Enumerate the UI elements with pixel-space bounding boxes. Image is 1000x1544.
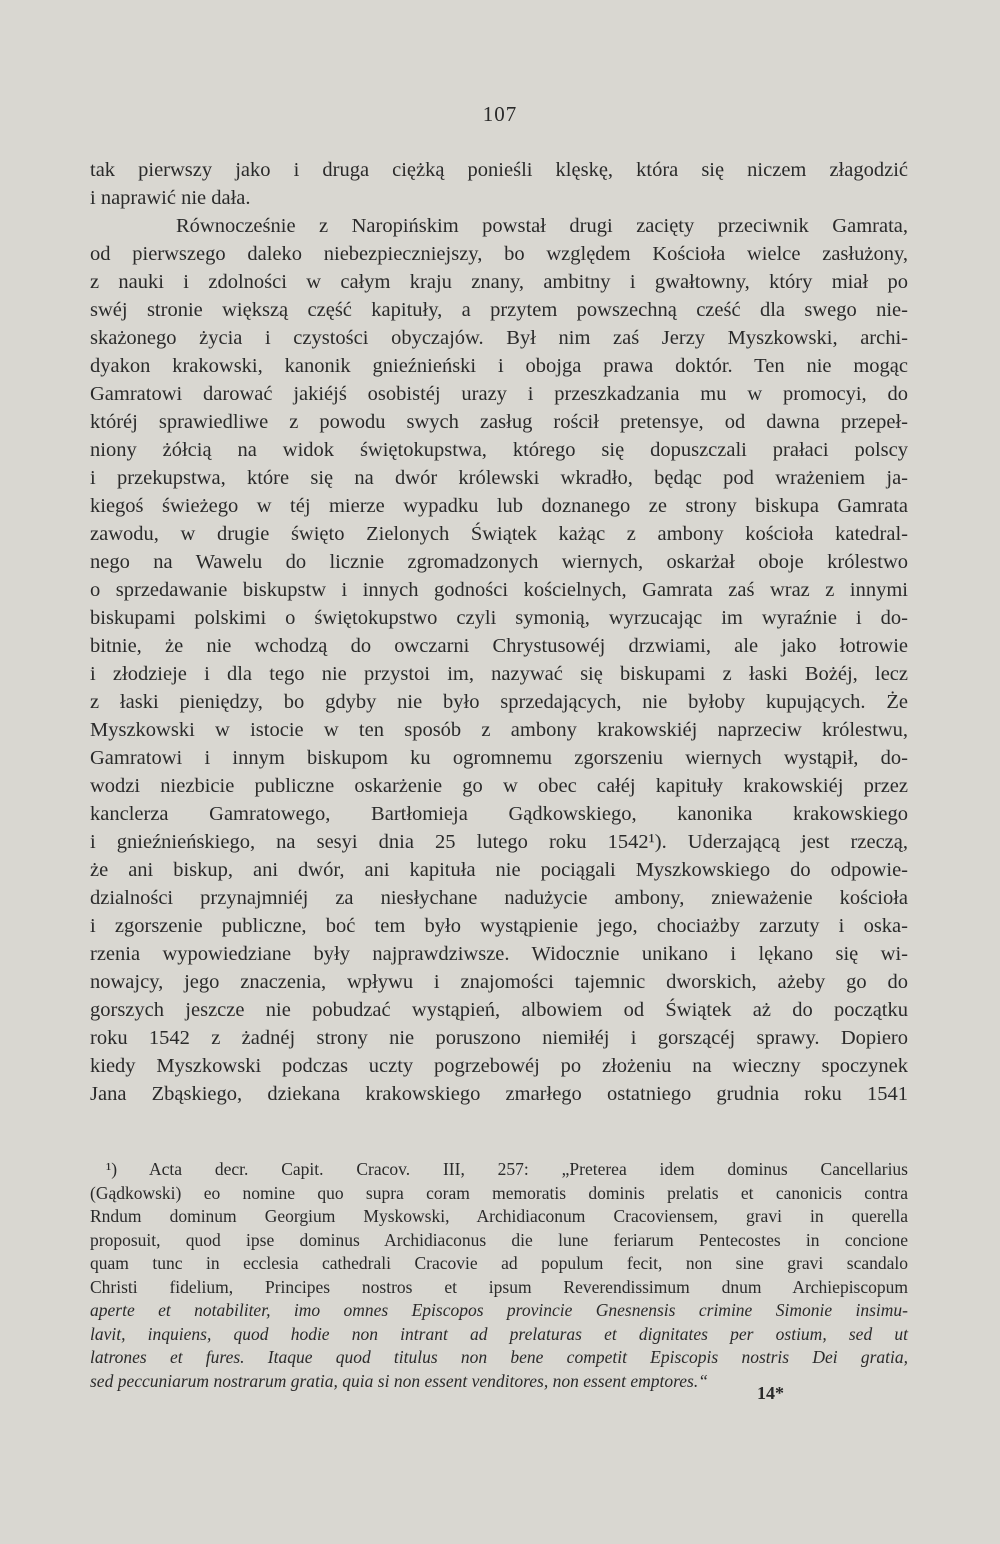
text-line: rzenia wypowiedziane były najprawdziwsze. Widocznie unikano i lękano się wi- (90, 943, 908, 965)
footnote-line: lavit, inquiens, quod hodie non intrant ad prelaturas et dignitates per ostium, sed ut (90, 1323, 908, 1344)
text-line: roku 1542 z żadnéj strony nie poruszono niemiłéj i gorszącéj sprawy. Dopiero (90, 1027, 908, 1049)
text-line: biskupami polskimi o świętokupstwo czyli symonią, wyrzucając im wyraźnie i do- (90, 607, 908, 629)
text-line: i gnieźnieńskiego, na sesyi dnia 25 lutego roku 1542¹). Uderzającą jest rzeczą, (90, 831, 908, 853)
footnote (90, 1158, 908, 1393)
text-line: dyakon krakowski, kanonik gnieźnieński i obojga prawa doktór. Ten nie mogąc (90, 355, 908, 377)
footnote-line: (Gądkowski) eo nomine quo supra coram memoratis dominis prelatis et canonicis contra (90, 1182, 908, 1203)
text-line: któréj sprawiedliwe z powodu swych zasług rościł pretensye, od dawna przepeł- (90, 411, 908, 433)
text-line: Jana Zbąskiego, dziekana krakowskiego zmarłego ostatniego grudnia roku 1541 (90, 1083, 908, 1105)
text-line: Gamratowi darować jakiéjś osobistéj urazy i przeszkadzania mu w promocyi, do (90, 383, 908, 405)
text-line: niony żółcią na widok świętokupstwa, którego się dopuszczali prałaci polscy (90, 439, 908, 461)
text-line: z łaski pieniędzy, bo gdyby nie było sprzedających, nie byłoby kupujących. Że (90, 691, 908, 713)
text-line: Równocześnie z Naropińskim powstał drugi zacięty przeciwnik Gamrata, (176, 215, 908, 237)
footnote-line: Rndum dominum Georgium Myskowski, Archidiaconum Cracoviensem, gravi in querella (90, 1206, 908, 1226)
text-line: wodzi niezbicie publiczne oskarżenie go w obec całéj kapituły krakowskiéj przez (90, 775, 908, 797)
text-line: z nauki i zdolności w całym kraju znany, ambitny i gwałtowny, który miał po (90, 271, 908, 293)
text-line: tak pierwszy jako i druga ciężką ponieśli klęskę, która się niczem złagodzić (90, 159, 908, 181)
text-line: od pierwszego daleko niebezpieczniejszy, bo względem Kościoła wielce zasłużony, (90, 243, 908, 265)
text-line: dzialności przynajmniéj za niesłychane nadużycie ambony, znieważenie kościoła (90, 887, 908, 909)
footnote-line: latrones et fures. Itaque quod titulus non bene competit Episcopis nostris Dei gratia, (90, 1347, 908, 1367)
text-line: bitnie, że nie wchodzą do owczarni Chrystusowéj drzwiami, ale jako łotrowie (90, 635, 908, 657)
signature-mark: 14* (757, 1383, 784, 1403)
text-line: nego na Wawelu do licznie zgromadzonych wiernych, oskarżał oboje królestwo (90, 551, 908, 573)
text-line: zawodu, w drugie święto Zielonych Świątek każąc z ambony kościoła katedral- (90, 523, 908, 545)
text-line: o sprzedawanie biskupstw i innych godności kościelnych, Gamrata zaś wraz z innymi (90, 579, 908, 601)
text-line: i złodzieje i dla tego nie przystoi im, nazywać się biskupami z łaski Bożéj, lecz (90, 663, 908, 685)
text-line: i naprawić nie dała. (90, 187, 251, 209)
page-number: 107 (482, 102, 518, 126)
footnote-line: ¹) Acta decr. Capit. Cracov. III, 257: „Preterea idem dominus Cancellarius (106, 1159, 908, 1179)
text-line: kiedy Myszkowski podczas uczty pogrzebowéj po złożeniu na wieczny spoczynek (90, 1055, 908, 1077)
text-line: i zgorszenie publiczne, boć tem było wystąpienie jego, chociażby zarzuty i oska- (90, 915, 908, 937)
text-line: i przekupstwa, które się na dwór królewski wkradło, będąc pod wrażeniem ja- (90, 467, 908, 489)
text-line: skażonego życia i czystości obyczajów. Był nim zaś Jerzy Myszkowski, archi- (90, 327, 908, 349)
footnote-line: quam tunc in ecclesia cathedrali Cracovie ad populum fecit, non sine gravi scandalo (90, 1253, 908, 1273)
footnote-line: Christi fidelium, Principes nostros et ipsum Reverendissimum dnum Archiepiscopum (90, 1276, 908, 1297)
text-line: gorszych jeszcze nie pobudzać wystąpień, albowiem od Świątek aż do początku (90, 999, 908, 1021)
footnote-line: aperte et notabiliter, imo omnes Episcopos provincie Gnesnensis crimine Simonie insimu- (90, 1300, 908, 1320)
text-line: swéj stronie większą część kapituły, a przytem powszechną cześć dla swego nie- (90, 299, 908, 321)
footnote-line: proposuit, quod ipse dominus Archidiaconus die lune feriarum Pentecostes in concione (90, 1229, 908, 1250)
footnote-line: sed peccuniarum nostrarum gratia, quia si non essent venditores, non essent emptores.“ (90, 1370, 708, 1391)
main-text (90, 156, 908, 1108)
text-line: Myszkowski w istocie w ten sposób z ambony krakowskiéj naprzeciw królestwu, (90, 719, 908, 741)
text-line: że ani biskup, ani dwór, ani kapituła nie pociągali Myszkowskiego do odpowie- (90, 859, 908, 881)
text-line: Gamratowi i innym biskupom ku ogromnemu zgorszeniu wiernych wystąpił, do- (90, 747, 908, 769)
text-line: kiegoś świeżego w téj mierze wypadku lub doznanego ze strony biskupa Gamrata (90, 495, 908, 517)
text-line: nowajcy, jego znaczenia, wpływu i znajomości tajemnic dworskich, ażeby go do (90, 971, 908, 993)
text-line: kanclerza Gamratowego, Bartłomieja Gądkowskiego, kanonika krakowskiego (90, 803, 908, 825)
